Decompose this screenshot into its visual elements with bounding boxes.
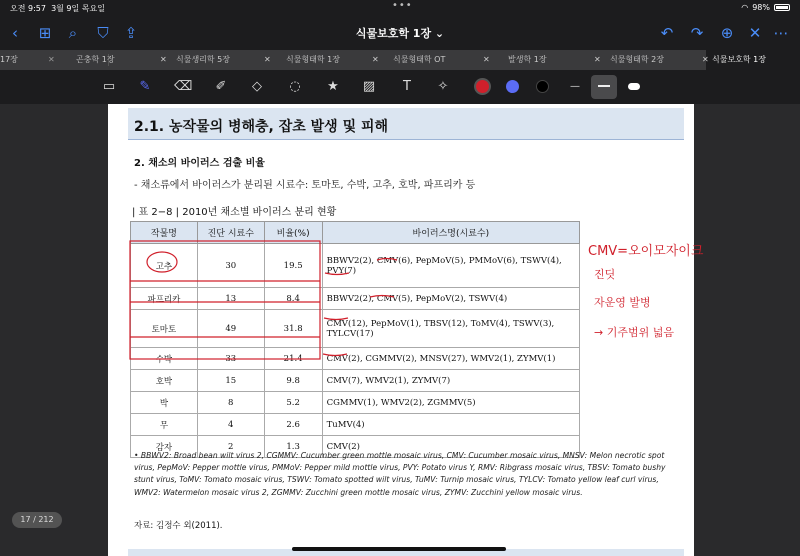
image-icon[interactable]: ▨ (362, 79, 376, 94)
search-icon[interactable]: ⌕ (68, 24, 78, 42)
navigation-bar (0, 16, 800, 50)
table-row (131, 310, 580, 348)
add-page-icon[interactable]: ⊕ (720, 24, 734, 42)
red-color-swatch[interactable] (476, 80, 489, 93)
eraser-icon[interactable]: ⌫ (174, 79, 193, 94)
shapes-icon[interactable]: ◇ (252, 79, 262, 94)
footnote: • BBWV2: Broad bean wilt virus 2, CGMMV: Cucumber green mottle mosaic virus, CMV: Cucumber mosaic virus, MNSV: Melon necrotic spot virus, PepMoV: Pepper mottle virus, PMMoV: Pepper mild mottle virus, PVY: Potato virus Y, RMV: Ribgrass mosaic virus, TBSV: Tomato bushy stunt virus, ToMV: Tomato mosaic virus, TSWV: Tomato spotted wilt virus, TuMV: Turnip mosaic virus, TYLCV: Tomato yellow leaf curl virus, WMV2: Watermelon mosaic virus 2, ZGMMV: Zucchini green mottle mosaic virus, ZYMV: Zucchini yellow mosaic virus. (134, 451, 666, 497)
ratio-cell: 2.6 (264, 414, 322, 436)
back-chevron-icon[interactable]: ‹ (12, 24, 18, 42)
crop-cell: 호박 (131, 370, 198, 392)
ratio-cell: 21.4 (264, 348, 322, 370)
text-tool-icon[interactable]: T (403, 79, 411, 94)
samples-cell: 13 (197, 288, 264, 310)
crop-cell: 수박 (131, 348, 198, 370)
bullet-text: - 채소류에서 바이러스가 분리된 시료수: 토마토, 수박, 고추, 호박, 파프리카 등 (134, 180, 476, 191)
tab-plant-morphology-ot[interactable]: 식물형태학 OT (393, 55, 446, 64)
battery-icon (774, 4, 790, 11)
sticker-icon[interactable]: ★ (327, 79, 339, 94)
close-tab-icon[interactable]: ✕ (48, 55, 55, 64)
black-color-swatch[interactable] (536, 80, 549, 93)
tab-plant-physiology[interactable]: 식물생리학 5장 (176, 55, 231, 64)
ratio-cell: 9.8 (264, 370, 322, 392)
home-indicator[interactable] (292, 547, 506, 551)
source-note: 자료: 김정수 외(2011). (134, 521, 223, 531)
table-row (131, 288, 580, 310)
samples-cell: 33 (197, 348, 264, 370)
redo-icon[interactable]: ↷ (690, 24, 704, 42)
share-icon[interactable]: ⇪ (124, 24, 138, 42)
tab-entomology[interactable]: 곤충학 1장 (76, 55, 115, 64)
tab-plant-protection-active[interactable]: 식물보호학 1장 (706, 50, 800, 70)
virus-cell: CMV(7), WMV2(1), ZYMV(7) (322, 370, 579, 392)
table-row (131, 348, 580, 370)
subheading: 2. 채소의 바이러스 검출 비율 (134, 158, 265, 169)
samples-cell: 4 (197, 414, 264, 436)
virus-cell: TuMV(4) (322, 414, 579, 436)
annotation-line: 자운영 발병 (594, 296, 651, 309)
crop-cell: 파프리카 (131, 288, 198, 310)
ratio-cell: 1.3 (264, 436, 322, 458)
ratio-cell: 8.4 (264, 288, 322, 310)
table-header-row (131, 222, 580, 244)
annotation-line: 진딧 (594, 268, 616, 281)
tab-17[interactable]: 17장 ✕ (0, 50, 108, 70)
status-time-date: 오전 9:57 3월 9일 목요일 (10, 4, 105, 13)
table-row (131, 392, 580, 414)
crop-cell: 박 (131, 392, 198, 414)
samples-cell: 8 (197, 392, 264, 414)
column-header: 바이러스명(시료수) (322, 222, 579, 244)
read-mode-icon[interactable]: ▭ (102, 79, 116, 94)
thin-stroke-option[interactable]: — (570, 81, 580, 92)
close-tab-icon[interactable]: ✕ (594, 55, 601, 64)
close-tab-icon[interactable]: ✕ (264, 55, 271, 64)
close-tab-icon[interactable]: ✕ (702, 55, 709, 64)
close-tab-icon[interactable]: ✕ (160, 55, 167, 64)
virus-cell: CMV(2), CGMMV(2), MNSV(27), WMV2(1), ZYMV(1) (322, 348, 579, 370)
more-options-icon[interactable]: ⋯ (773, 24, 789, 42)
crop-cell: 감자 (131, 436, 198, 458)
close-tab-icon[interactable]: ✕ (372, 55, 379, 64)
ratio-cell: 19.5 (264, 244, 322, 288)
status-bar (0, 0, 800, 16)
table-row (131, 370, 580, 392)
table-caption: | 표 2−8 | 2010년 채소별 바이러스 분리 현황 (132, 207, 337, 218)
column-header: 진단 시료수 (197, 222, 264, 244)
laser-pointer-icon[interactable]: ✧ (437, 79, 449, 94)
grid-view-icon[interactable]: ⊞ (38, 24, 52, 42)
crop-cell: 고추 (131, 244, 198, 288)
crop-cell: 토마토 (131, 310, 198, 348)
virus-table (130, 221, 580, 458)
virus-cell: BBWV2(2), CMV(5), PepMoV(2), TSWV(4) (322, 288, 579, 310)
pen-tool-icon[interactable]: ✎ (139, 79, 151, 94)
thick-stroke-option[interactable] (628, 83, 640, 90)
tab-plant-morphology-1[interactable]: 식물형태학 1장 (286, 55, 341, 64)
crop-cell: 무 (131, 414, 198, 436)
table-row (131, 414, 580, 436)
medium-stroke-option[interactable] (591, 75, 617, 99)
multitasking-dots[interactable]: ••• (392, 0, 413, 11)
bookmark-icon[interactable]: ⛉ (97, 24, 109, 42)
table-row (131, 244, 580, 288)
tab-plant-morphology-2[interactable]: 식물형태학 2장 (610, 55, 665, 64)
annotation-line: → 기주범위 넓음 (594, 326, 674, 339)
samples-cell: 2 (197, 436, 264, 458)
undo-icon[interactable]: ↶ (660, 24, 674, 42)
tab-bar (0, 50, 800, 70)
status-right (741, 3, 790, 12)
blue-color-swatch[interactable] (506, 80, 519, 93)
page-counter[interactable]: 17 / 212 (12, 512, 62, 528)
section-header (128, 108, 684, 140)
virus-cell: CGMMV(1), WMV2(2), ZGMMV(5) (322, 392, 579, 414)
wifi-icon: ◠ (741, 3, 749, 12)
samples-cell: 30 (197, 244, 264, 288)
section-title: 2.1. 농작물의 병해충, 잡초 발생 및 피해 (134, 119, 389, 135)
samples-cell: 49 (197, 310, 264, 348)
samples-cell: 15 (197, 370, 264, 392)
highlighter-icon[interactable]: ✐ (215, 79, 227, 94)
document-title[interactable]: 식물보호학 1장 ⌄ (355, 27, 445, 40)
lasso-icon[interactable]: ◌ (289, 79, 301, 94)
virus-cell: CMV(2) (322, 436, 579, 458)
battery-percent: 98% (752, 3, 770, 12)
ratio-cell: 31.8 (264, 310, 322, 348)
ratio-cell: 5.2 (264, 392, 322, 414)
close-icon[interactable]: ✕ (748, 24, 762, 42)
virus-cell: CMV(12), PepMoV(1), TBSV(12), ToMV(4), TSWV(3), TYLCV(17) (322, 310, 579, 348)
column-header: 작물명 (131, 222, 198, 244)
annotation-toolbar (0, 70, 800, 104)
virus-cell: BBWV2(2), CMV(6), PepMoV(5), PMMoV(6), TSWV(4), PVY(7) (322, 244, 579, 288)
annotation-line: CMV=오이모자이크 (588, 244, 704, 259)
tab-embryology[interactable]: 발생학 1장 (508, 55, 547, 64)
column-header: 비율(%) (264, 222, 322, 244)
close-tab-icon[interactable]: ✕ (483, 55, 490, 64)
